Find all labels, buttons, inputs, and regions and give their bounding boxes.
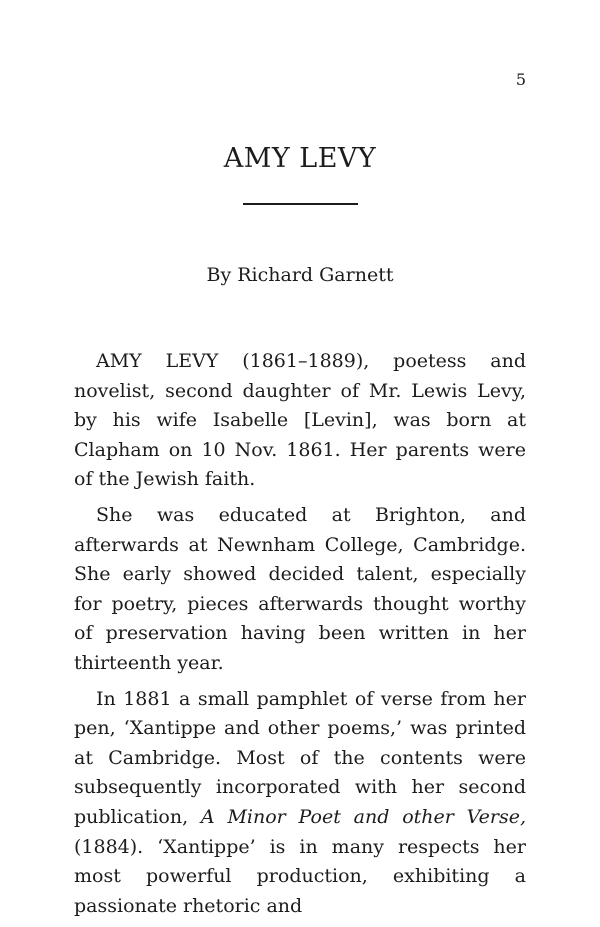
paragraph-1: AMY LEVY (1861–1889), poetess and novelist, second daughter of Mr. Lewis Levy, by his wife Isabelle [Levin], was born at Clapham on 10 Nov. 1861. Her parents were of the Jewish faith. <box>74 350 526 491</box>
book-title-italic: A Minor Poet and other Verse, <box>200 805 526 828</box>
article-title: AMY LEVY <box>223 143 377 174</box>
page-number: 5 <box>515 70 526 89</box>
title-divider <box>243 203 358 205</box>
paragraph-2: She was educated at Brighton, and afterwards at Newnham College, Cambridge. She early showed decided talent, especially for poetry, pieces afterwards thought worthy of preservation having been written in her thirteenth year. <box>74 503 526 674</box>
byline: By Richard Garnett <box>206 264 394 286</box>
paragraph-3-text-after: (1884). ‘Xantippe’ is in many respects her most powerful production, exhibiting a passionate rhetoric and <box>74 835 526 917</box>
paragraph-3-text-before: In 1881 a small pamphlet of verse from her pen, ‘Xantippe and other poems,’ was printed at Cambridge. Most of the contents were subsequently incorporated with her second publication, <box>74 687 526 828</box>
paragraph-3 <box>74 685 526 922</box>
article-body <box>74 347 526 927</box>
